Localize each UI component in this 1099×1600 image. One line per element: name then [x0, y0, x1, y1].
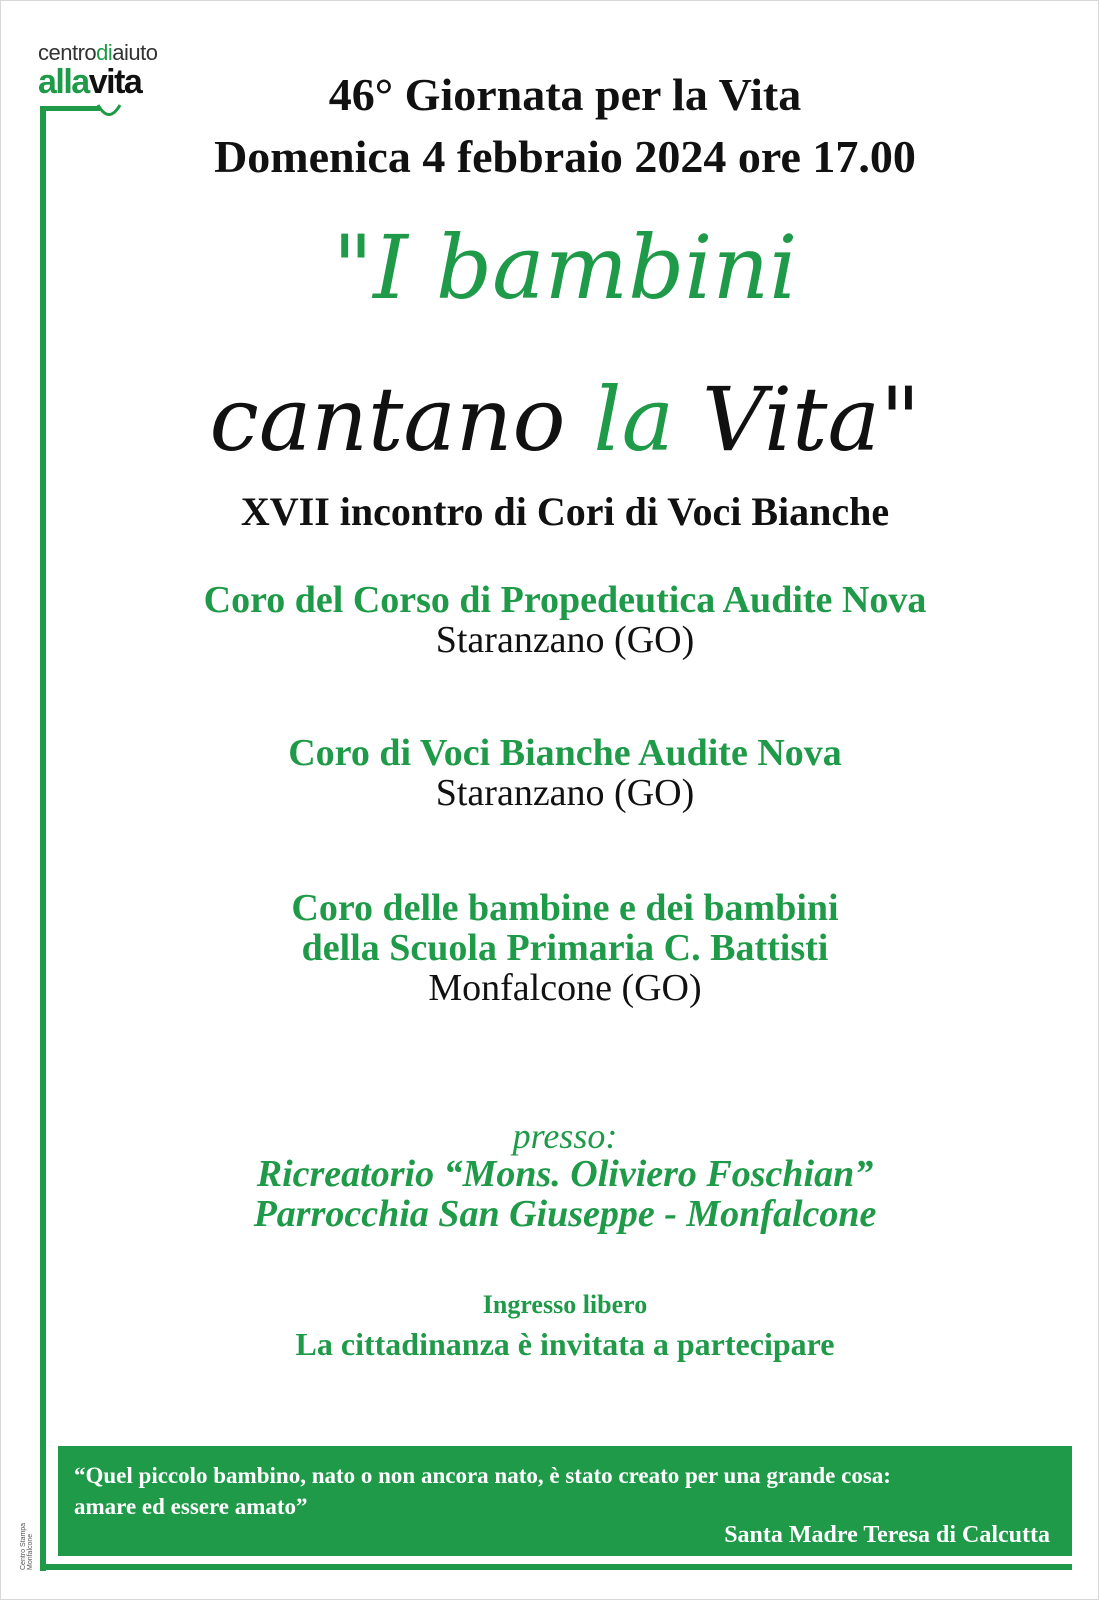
- event-date: Domenica 4 febbraio 2024 ore 17.00: [214, 131, 916, 182]
- quote-box: [58, 1446, 1072, 1556]
- title-line-2: [60, 370, 1070, 470]
- choir-2: [60, 733, 1070, 813]
- logo-main-pre: alla: [38, 63, 89, 101]
- title-word-cantano: cantano: [209, 368, 594, 471]
- entry-info: Ingresso libero: [482, 1290, 648, 1319]
- logo-top-pre: centro: [38, 40, 97, 65]
- choir-name: Coro di Voci Bianche Audite Nova: [288, 732, 842, 774]
- choir-3: [60, 888, 1070, 1008]
- quote-line-1: “Quel piccolo bambino, nato o non ancora nato, è stato creato per una grande cosa:: [74, 1463, 891, 1488]
- invite-info: La cittadinanza è invitata a partecipare: [295, 1326, 835, 1362]
- choir-1: [60, 580, 1070, 660]
- choir-place: Staranzano (GO): [435, 619, 695, 661]
- venue: [60, 1118, 1070, 1234]
- frame-bottom-bar: [40, 1564, 1072, 1570]
- venue-line-1: Ricreatorio “Mons. Oliviero Foschian”: [256, 1153, 874, 1195]
- choir-name-line-2: della Scuola Primaria C. Battisti: [301, 927, 829, 969]
- choir-name: Coro del Corso di Propedeutica Audite Nova: [203, 579, 927, 621]
- venue-line-2: Parrocchia San Giuseppe - Monfalcone: [253, 1193, 877, 1235]
- choir-place: Staranzano (GO): [435, 772, 695, 814]
- quote-line-2: amare ed essere amato”: [74, 1494, 308, 1519]
- frame-left-bar: [40, 106, 46, 1571]
- quote-text: [74, 1460, 1054, 1522]
- title-line-1: "I bambini: [332, 216, 798, 319]
- event-title: 46° Giornata per la Vita: [328, 69, 802, 120]
- title-word-la: la: [593, 368, 675, 471]
- quote-author: Santa Madre Teresa di Calcutta: [724, 1522, 1050, 1548]
- venue-label: presso:: [512, 1116, 618, 1156]
- choir-name-line-1: Coro delle bambine e dei bambini: [291, 887, 839, 929]
- logo-top-mid: di: [96, 40, 113, 65]
- event-subtitle: XVII incontro di Cori di Voci Bianche: [240, 489, 890, 534]
- title-word-vita: Vita": [674, 368, 921, 471]
- choir-place: Monfalcone (GO): [428, 967, 702, 1009]
- logo-top-post: aiuto: [112, 40, 158, 65]
- logo-main-post: vita: [88, 63, 142, 101]
- printer-credit: Centro Stampa Monfalcone: [20, 1522, 34, 1570]
